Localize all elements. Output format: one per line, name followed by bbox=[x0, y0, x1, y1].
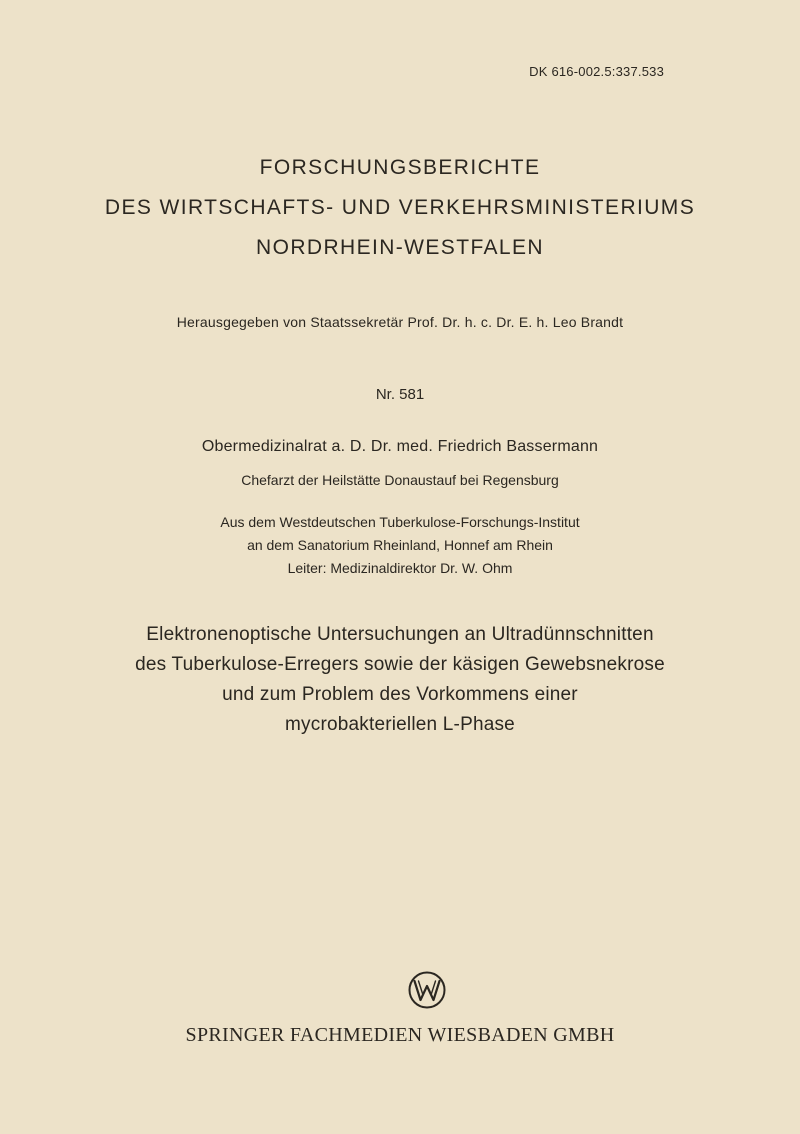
report-number: Nr. 581 bbox=[375, 386, 425, 403]
author-role: Chefarzt der Heilstätte Donaustauf bei Regensburg bbox=[241, 472, 559, 488]
series-title-line-2: DES WIRTSCHAFTS- UND VERKEHRSMINISTERIUMS bbox=[104, 196, 696, 219]
publisher-name: SPRINGER FACHMEDIEN WIESBADEN GMBH bbox=[185, 1024, 615, 1046]
work-title-line-2: des Tuberkulose-Erregers sowie der käsigen Gewebsnekrose bbox=[135, 654, 665, 675]
institute-line-3: Leiter: Medizinaldirektor Dr. W. Ohm bbox=[287, 560, 513, 576]
dk-classification: DK 616-002.5:337.533 bbox=[529, 64, 664, 79]
editor-line: Herausgegeben von Staatssekretär Prof. Dr. h. c. Dr. E. h. Leo Brandt bbox=[176, 314, 624, 330]
work-title-line-3: und zum Problem des Vorkommens einer bbox=[222, 684, 578, 705]
author-name: Obermedizinalrat a. D. Dr. med. Friedrich Bassermann bbox=[201, 438, 599, 455]
institute-line-1: Aus dem Westdeutschen Tuberkulose-Forschungs-Institut bbox=[220, 514, 580, 530]
work-title-line-1: Elektronenoptische Untersuchungen an Ultradünnschnitten bbox=[146, 624, 654, 645]
institute-line-2: an dem Sanatorium Rheinland, Honnef am Rhein bbox=[247, 537, 553, 553]
series-title-line-1: FORSCHUNGSBERICHTE bbox=[259, 156, 541, 179]
work-title-line-4: mycrobakteriellen L-Phase bbox=[285, 714, 515, 735]
series-title-line-3: NORDRHEIN-WESTFALEN bbox=[256, 236, 544, 259]
circle-w-logo-icon bbox=[407, 970, 447, 1010]
